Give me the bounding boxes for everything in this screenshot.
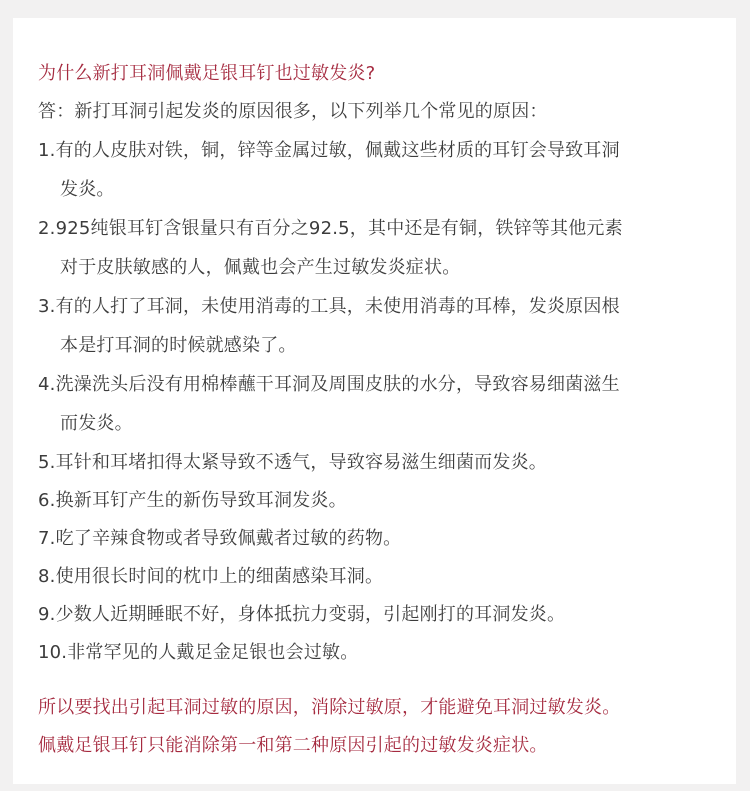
reason-text: 1.有的人皮肤对铁，铜，锌等金属过敏，佩戴这些材质的耳钉会导致耳洞 [38,140,620,161]
section-spacer [38,679,718,696]
reason-item [38,217,718,280]
reason-text: 9.少数人近期睡眠不好，身体抵抗力变弱，引起刚打的耳洞发炎。 [38,604,566,625]
question-heading: 为什么新打耳洞佩戴足银耳钉也过敏发炎? [38,63,376,84]
reason-text-continued: 发炎。 [60,179,115,200]
reason-text: 8.使用很长时间的枕巾上的细菌感染耳洞。 [38,566,384,587]
reason-text-continued: 对于皮肤敏感的人，佩戴也会产生过敏发炎症状。 [60,257,461,278]
article-content [38,62,718,758]
article-card [13,18,736,784]
answer-intro: 答：新打耳洞引起发炎的原因很多，以下列举几个常见的原因： [38,101,548,122]
reason-text: 7.吃了辛辣食物或者导致佩戴者过敏的药物。 [38,528,402,549]
reason-text: 2.925纯银耳钉含银量只有百分之92.5，其中还是有铜，铁锌等其他元素 [38,218,623,239]
reason-item [38,373,718,436]
reason-item [38,139,718,202]
conclusion-line: 所以要找出引起耳洞过敏的原因，消除过敏原，才能避免耳洞过敏发炎。 [38,697,621,718]
reason-item [38,565,718,589]
reason-text: 10.非常罕见的人戴足金足银也会过敏。 [38,642,359,663]
reason-text-continued: 而发炎。 [60,413,133,434]
conclusion-line: 佩戴足银耳钉只能消除第一和第二种原因引起的过敏发炎症状。 [38,735,548,756]
reason-text: 6.换新耳钉产生的新伤导致耳洞发炎。 [38,490,347,511]
reason-text: 5.耳针和耳堵扣得太紧导致不透气，导致容易滋生细菌而发炎。 [38,452,547,473]
reason-text: 3.有的人打了耳洞，未使用消毒的工具，未使用消毒的耳棒，发炎原因根 [38,296,620,317]
reason-text-continued: 本是打耳洞的时候就感染了。 [60,335,297,356]
reason-item [38,451,718,475]
reason-item [38,527,718,551]
reason-text: 4.洗澡洗头后没有用棉棒蘸干耳洞及周围皮肤的水分，导致容易细菌滋生 [38,374,620,395]
reason-item [38,489,718,513]
reason-item [38,603,718,627]
reason-item [38,295,718,358]
reason-item [38,641,718,665]
